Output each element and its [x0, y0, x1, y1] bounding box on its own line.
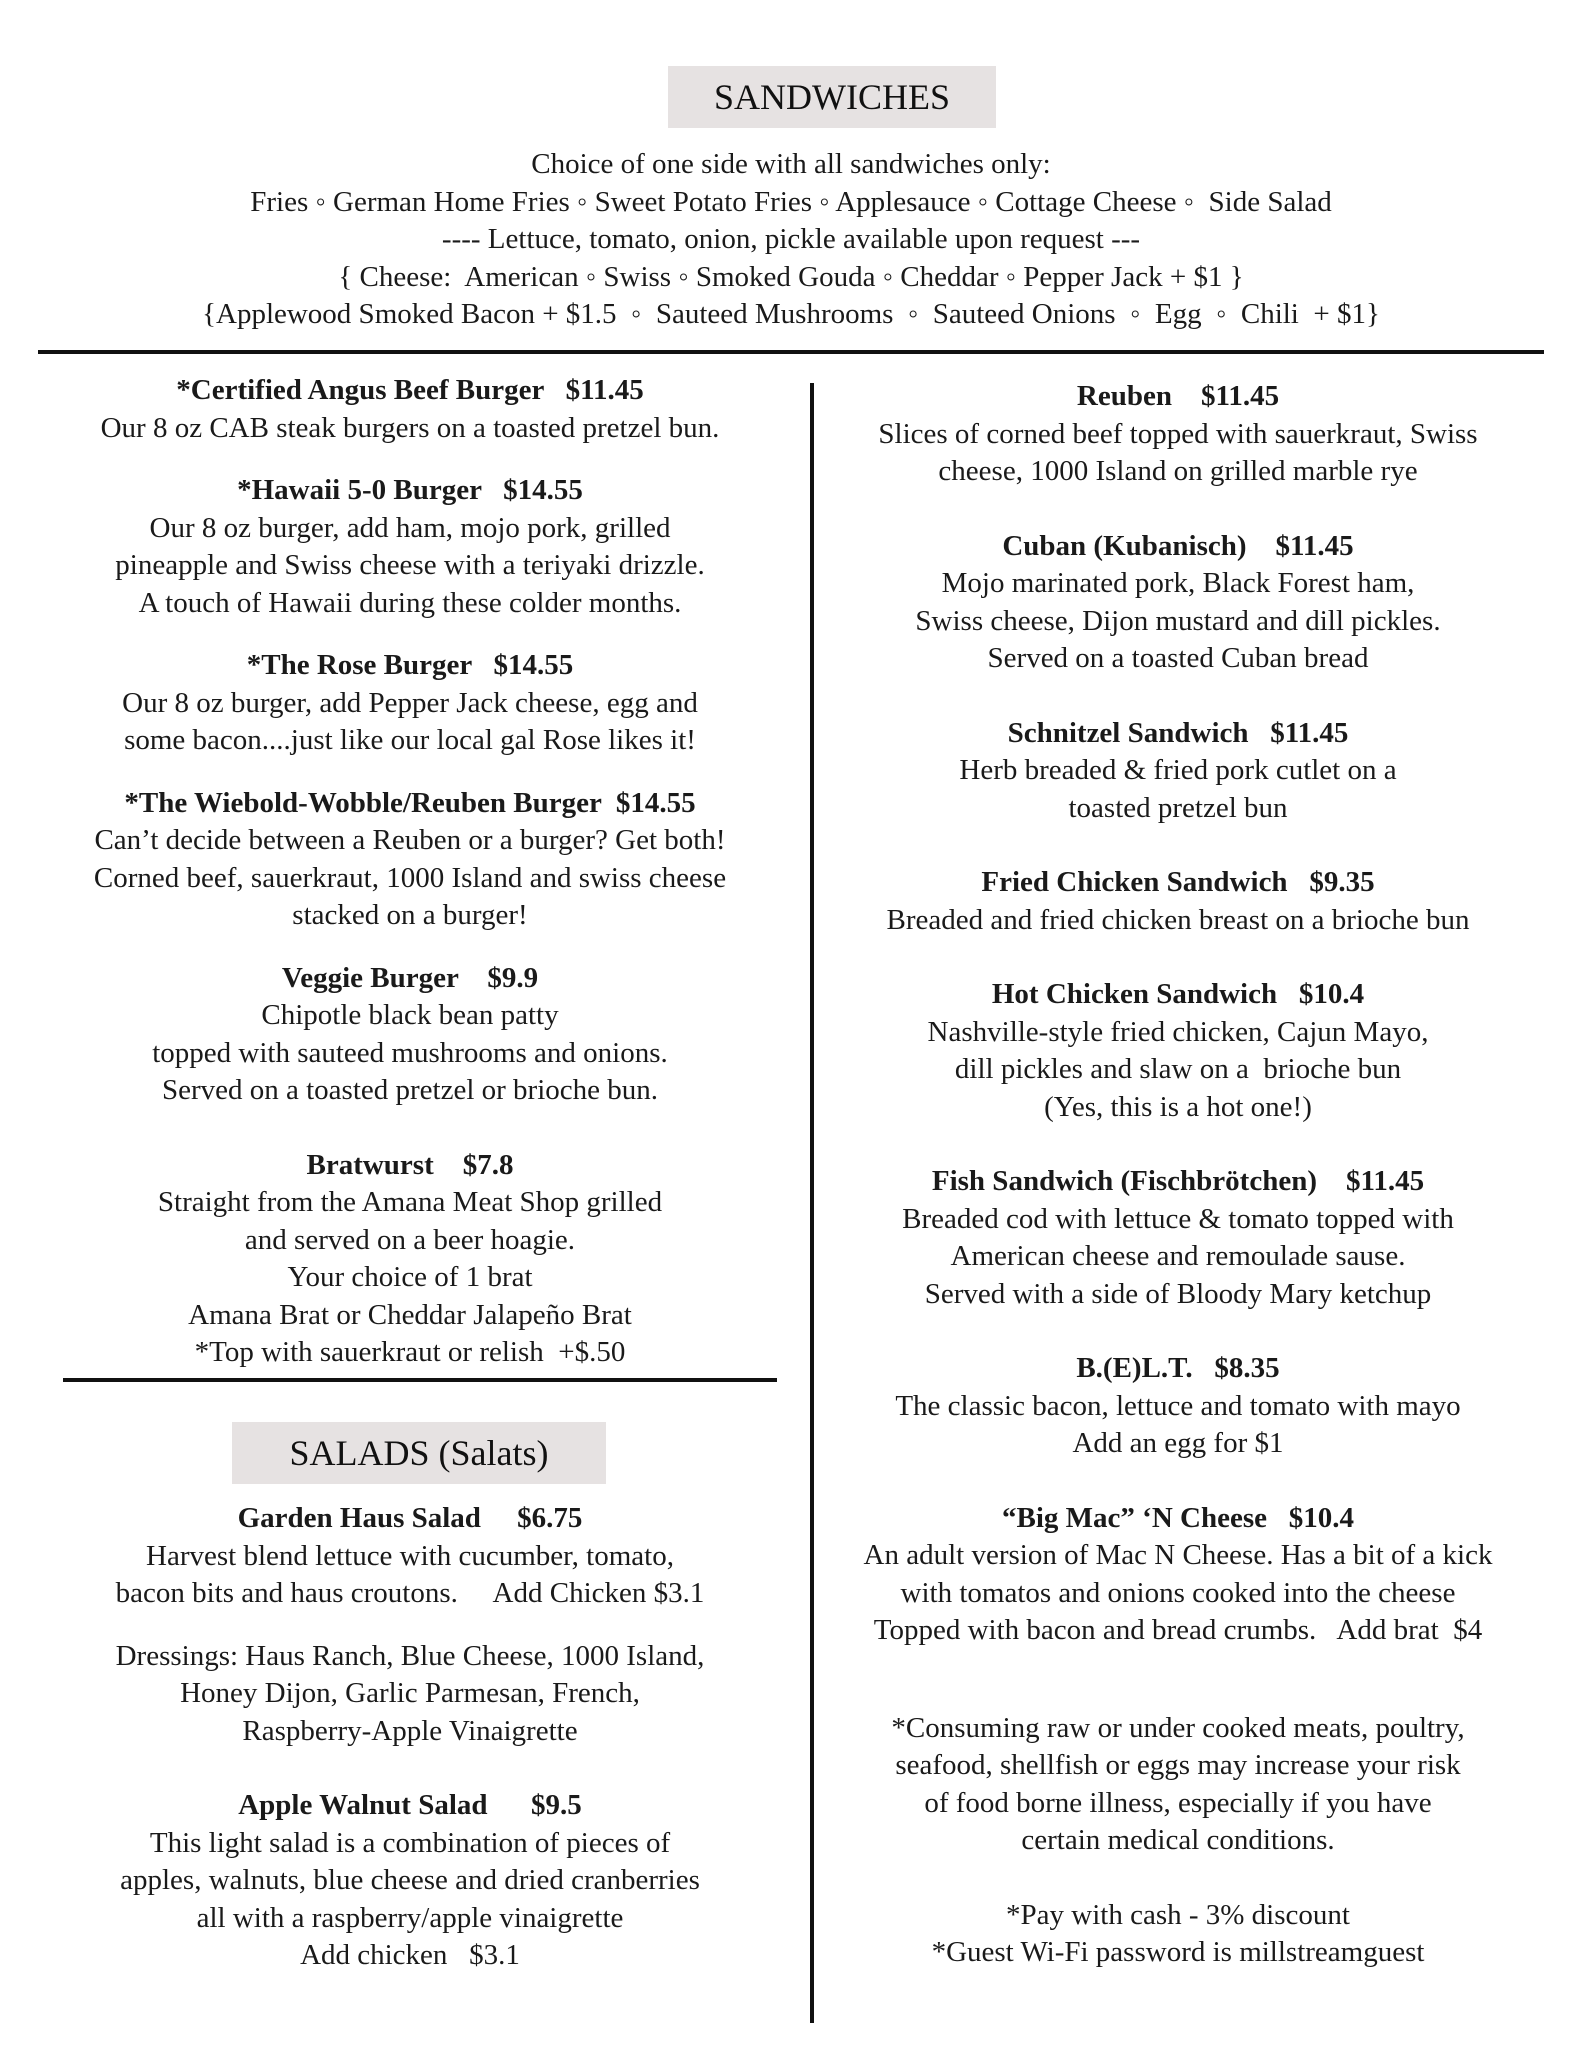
item-description: Harvest blend lettuce with cucumber, tomato,	[146, 1539, 674, 1572]
intro-line: { Cheese: American ◦ Swiss ◦ Smoked Gouda ◦ Cheddar ◦ Pepper Jack + $1 }	[338, 260, 1244, 293]
item-title: B.(E)L.T. $8.35	[1076, 1352, 1280, 1384]
item-title: Apple Walnut Salad $9.5	[238, 1789, 582, 1821]
item-description: Served on a toasted Cuban bread	[987, 642, 1369, 674]
menu-item	[50, 647, 770, 760]
salads-divider	[63, 1378, 777, 1382]
intro-line: ---- Lettuce, tomato, onion, pickle available upon request ---	[441, 223, 1141, 255]
item-title: Veggie Burger $9.9	[281, 961, 539, 994]
item-description: Breaded and fried chicken breast on a brioche bun	[886, 903, 1470, 936]
item-description: dill pickles and slaw on a brioche bun	[954, 1053, 1402, 1085]
item-description: toasted pretzel bun	[1068, 791, 1288, 824]
salads-heading: SALADS (Salats)	[232, 1422, 606, 1484]
menu-item	[50, 372, 770, 447]
item-title: Schnitzel Sandwich $11.45	[1007, 716, 1349, 749]
item-title: “Big Mac” ‘N Cheese $10.4	[1002, 1501, 1354, 1534]
item-title: *The Rose Burger $14.55	[246, 649, 574, 681]
item-description: Your choice of 1 brat	[287, 1261, 533, 1293]
item-description: An adult version of Mac N Cheese. Has a bit of a kick	[863, 1539, 1493, 1571]
item-description: *Top with sauerkraut or relish +$.50	[194, 1336, 626, 1368]
disclaimer-line: *Consuming raw or under cooked meats, poultry,	[891, 1711, 1465, 1744]
intro-line: {Applewood Smoked Bacon + $1.5 ◦ Sauteed Mushrooms ◦ Sauteed Onions ◦ Egg ◦ Chili + $1}	[202, 298, 1380, 330]
item-title: Reuben $11.45	[1076, 380, 1280, 412]
food-safety-disclaimer	[820, 1710, 1536, 1860]
item-description: all with a raspberry/apple vinaigrette	[196, 1901, 624, 1934]
item-description: cheese, 1000 Island on grilled marble rye	[938, 455, 1418, 487]
item-description: with tomatos and onions cooked into the cheese	[900, 1576, 1456, 1609]
item-description: Mojo marinated pork, Black Forest ham,	[941, 567, 1415, 599]
menu-item	[820, 715, 1536, 828]
menu-item	[50, 1147, 770, 1372]
menu-item	[820, 378, 1536, 491]
disclaimer-line: certain medical conditions.	[1021, 1824, 1335, 1856]
item-description: Our 8 oz CAB steak burgers on a toasted pretzel bun.	[100, 411, 720, 444]
item-description: pineapple and Swiss cheese with a teriyaki drizzle.	[115, 549, 705, 581]
item-description: Our 8 oz burger, add Pepper Jack cheese, egg and	[122, 686, 698, 719]
intro-line: Fries ◦ German Home Fries ◦ Sweet Potato Fries ◦ Applesauce ◦ Cottage Cheese ◦ Side Salad	[250, 185, 1332, 218]
intro-line: Choice of one side with all sandwiches only:	[531, 148, 1051, 180]
item-description: Can’t decide between a Reuben or a burger? Get both!	[94, 824, 726, 856]
item-description: Our 8 oz burger, add ham, mojo pork, grilled	[149, 511, 671, 544]
item-description: Corned beef, sauerkraut, 1000 Island and swiss cheese	[93, 861, 727, 894]
column-divider	[810, 383, 814, 2023]
item-description: A touch of Hawaii during these colder months.	[138, 586, 682, 619]
left-menu-column	[50, 372, 770, 1372]
disclaimer-line: of food borne illness, especially if you have	[924, 1786, 1432, 1819]
item-title: Cuban (Kubanisch) $11.45	[1002, 529, 1354, 562]
dressings-line: Dressings: Haus Ranch, Blue Cheese, 1000 Island,	[115, 1639, 705, 1672]
item-description: Breaded cod with lettuce & tomato topped with	[902, 1202, 1454, 1235]
menu-item	[50, 785, 770, 935]
item-title: *The Wiebold-Wobble/Reuben Burger $14.55	[124, 786, 696, 819]
item-description: Herb breaded & fried pork cutlet on a	[959, 754, 1397, 786]
menu-item	[820, 1163, 1536, 1313]
item-description: Slices of corned beef topped with sauerkraut, Swiss	[878, 417, 1478, 450]
menu-item	[820, 976, 1536, 1126]
item-title: Bratwurst $7.8	[306, 1148, 514, 1181]
item-description: Add chicken $3.1	[300, 1939, 520, 1971]
item-description: and served on a beer hoagie.	[244, 1223, 576, 1256]
menu-item	[50, 472, 770, 622]
salads-column	[50, 1500, 770, 1975]
menu-item	[820, 1350, 1536, 1463]
right-menu-column	[820, 378, 1536, 1972]
item-description: apples, walnuts, blue cheese and dried cranberries	[120, 1864, 700, 1896]
item-description: Topped with bacon and bread crumbs. Add brat $4	[873, 1614, 1483, 1646]
sandwiches-heading: SANDWICHES	[668, 66, 996, 128]
item-description: (Yes, this is a hot one!)	[1044, 1090, 1312, 1123]
item-description: topped with sauteed mushrooms and onions.	[152, 1036, 668, 1069]
menu-item	[820, 864, 1536, 939]
menu-item	[820, 528, 1536, 678]
dressings-line: Raspberry-Apple Vinaigrette	[242, 1714, 578, 1747]
item-title: Fish Sandwich (Fischbrötchen) $11.45	[931, 1165, 1425, 1197]
item-description: Swiss cheese, Dijon mustard and dill pickles.	[915, 604, 1441, 637]
item-description: American cheese and remoulade sause.	[950, 1240, 1406, 1272]
item-description: Straight from the Amana Meat Shop grilled	[157, 1186, 663, 1218]
item-description: Served with a side of Bloody Mary ketchup	[924, 1277, 1432, 1310]
wifi-password-note: *Guest Wi-Fi password is millstreamguest	[931, 1936, 1425, 1968]
menu-item	[820, 1500, 1536, 1650]
item-title: *Hawaii 5-0 Burger $14.55	[237, 474, 583, 506]
item-title: Hot Chicken Sandwich $10.4	[991, 978, 1365, 1010]
item-description: Served on a toasted pretzel or brioche bun.	[161, 1074, 659, 1106]
menu-item	[50, 1787, 770, 1975]
top-divider	[38, 350, 1544, 354]
item-description: Nashville-style fried chicken, Cajun Mayo,	[927, 1015, 1429, 1048]
dressings-list	[50, 1638, 770, 1751]
menu-item	[50, 960, 770, 1110]
menu-item	[50, 1500, 770, 1613]
item-description: Chipotle black bean patty	[261, 999, 559, 1031]
item-description: some bacon....just like our local gal Rose likes it!	[124, 724, 696, 756]
item-description: Amana Brat or Cheddar Jalapeño Brat	[188, 1298, 632, 1331]
item-title: Garden Haus Salad $6.75	[237, 1502, 583, 1534]
item-description: The classic bacon, lettuce and tomato with mayo	[895, 1389, 1461, 1422]
item-title: Fried Chicken Sandwich $9.35	[981, 866, 1375, 898]
item-description: This light salad is a combination of pieces of	[149, 1826, 671, 1859]
disclaimer-line: seafood, shellfish or eggs may increase your risk	[895, 1749, 1461, 1781]
item-description: bacon bits and haus croutons. Add Chicken $3.1	[115, 1577, 705, 1609]
dressings-line: Honey Dijon, Garlic Parmesan, French,	[180, 1677, 640, 1709]
item-title: *Certified Angus Beef Burger $11.45	[176, 374, 644, 406]
cash-discount-note: *Pay with cash - 3% discount	[1006, 1898, 1350, 1931]
sandwich-sides-info	[0, 146, 1582, 334]
item-description: Add an egg for $1	[1072, 1427, 1284, 1459]
item-description: stacked on a burger!	[292, 899, 528, 931]
